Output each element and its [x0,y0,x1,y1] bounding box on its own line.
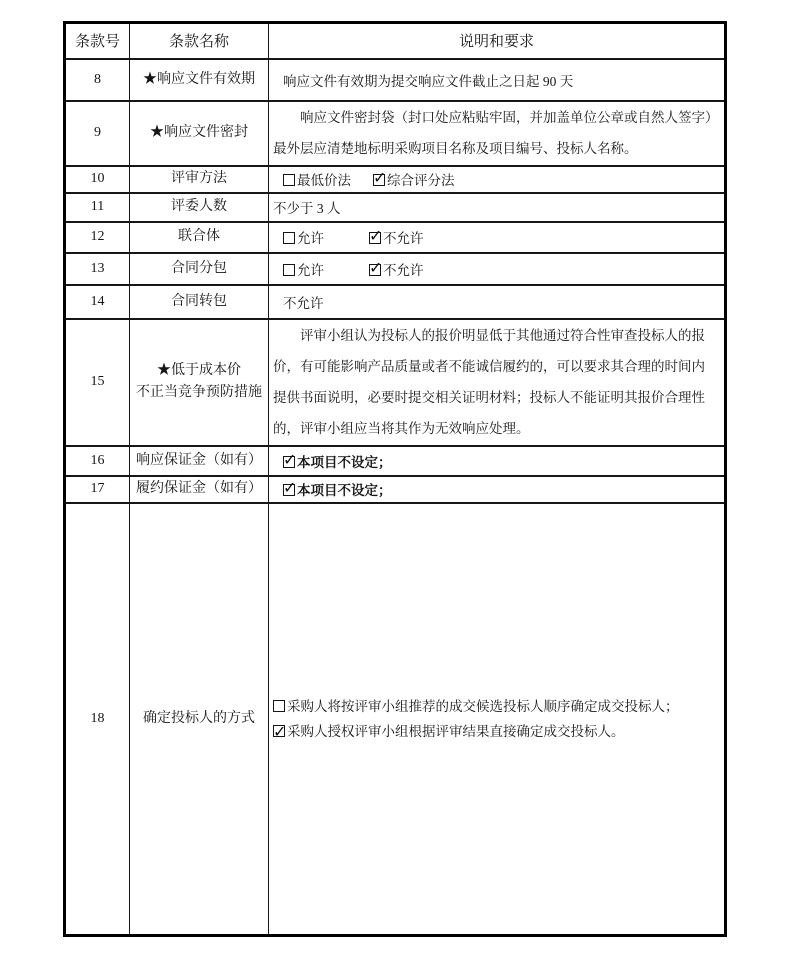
clause-name: ★响应文件密封 [130,101,269,166]
clause-desc [269,319,726,446]
checkbox-checked-icon [369,232,381,244]
option-label: 不允许 [383,262,424,278]
checkbox-checked-icon [373,174,385,186]
table-row-16 [65,446,726,476]
clause-no: 15 [65,319,130,446]
table-row-12 [65,222,726,253]
table-row-14 [65,285,726,319]
clause-name: 履约保证金（如有） [130,476,269,503]
table-row-11 [65,193,726,222]
clause-no: 18 [65,503,130,936]
option-label: 本项目不设定； [297,454,392,470]
desc-line: 响应文件有效期为提交响应文件截止之日起 90 天 [283,73,574,89]
clause-no: 13 [65,253,130,285]
option-label: 采购人授权评审小组根据评审结果直接确定成交投标人。 [287,723,625,739]
table-row-8 [65,59,726,101]
clause-desc [269,59,726,101]
option-label: 本项目不设定； [297,483,392,498]
table-row-15 [65,319,726,446]
option-label: 允许 [297,262,324,278]
clause-name: 响应保证金（如有） [130,446,269,476]
clause-name: 评委人数 [130,193,269,222]
option-label: 采购人将按评审小组推荐的成交候选投标人顺序确定成交投标人； [287,698,679,714]
clause-desc [269,101,726,166]
checkbox-unchecked-icon [273,700,285,712]
desc-line: 提供书面说明，必要时提交相关证明材料；投标人不能证明其报价合理性 [273,390,705,405]
checkbox-checked-icon [283,456,295,468]
option-label: 不允许 [383,231,424,246]
checkbox-unchecked-icon [283,264,295,276]
desc-line: 不允许 [283,295,324,311]
clause-no: 10 [65,166,130,193]
table-header-row [65,23,726,59]
clause-desc [269,446,726,476]
table-row-13 [65,253,726,285]
header-description: 说明和要求 [269,23,726,59]
clause-desc [269,476,726,503]
clause-name: 确定投标人的方式 [130,503,269,936]
desc-line: 响应文件密封袋（封口处应粘贴牢固，并加盖单位公章或自然人签字） [300,110,719,125]
clause-no: 14 [65,285,130,319]
header-clause-no: 条款号 [65,23,130,59]
option-label: 最低价法 [297,173,351,188]
clause-name-line: 不正当竞争预防措施 [136,385,262,400]
clause-desc [269,285,726,319]
clause-desc [269,503,726,936]
clause-name: 合同分包 [130,253,269,285]
clause-name: ★响应文件有效期 [130,59,269,101]
table-row-17 [65,476,726,503]
clause-name: 联合体 [130,222,269,253]
checkbox-unchecked-icon [283,174,295,186]
clause-no: 9 [65,101,130,166]
desc-line: 价，有可能影响产品质量或者不能诚信履约的，可以要求其合理的时间内 [273,359,705,374]
desc-line: 最外层应清楚地标明采购项目名称及项目编号、投标人名称。 [273,141,638,156]
clause-desc [269,166,726,193]
desc-line: 的，评审小组应当将其作为无效响应处理。 [273,421,530,436]
checkbox-checked-icon [283,484,295,496]
table-row-9 [65,101,726,166]
clause-table [63,21,727,937]
header-clause-name: 条款名称 [130,23,269,59]
clause-no: 16 [65,446,130,476]
desc-line: 评审小组认为投标人的报价明显低于其他通过符合性审查投标人的报 [300,328,705,343]
option-label: 综合评分法 [387,173,455,188]
table-row-10 [65,166,726,193]
checkbox-checked-icon [369,264,381,276]
clause-name: 合同转包 [130,285,269,319]
clause-desc [269,222,726,253]
clause-desc [269,253,726,285]
desc-line: 不少于 3 人 [273,201,341,216]
clause-name [130,319,269,446]
clause-name-line: ★低于成本价 [157,363,241,378]
table-row-18 [65,503,726,936]
checkbox-checked-icon [273,725,285,737]
checkbox-unchecked-icon [283,232,295,244]
option-label: 允许 [297,231,324,246]
clause-name: 评审方法 [130,166,269,193]
clause-desc [269,193,726,222]
clause-no: 8 [65,59,130,101]
clause-no: 17 [65,476,130,503]
clause-no: 12 [65,222,130,253]
clause-no: 11 [65,193,130,222]
